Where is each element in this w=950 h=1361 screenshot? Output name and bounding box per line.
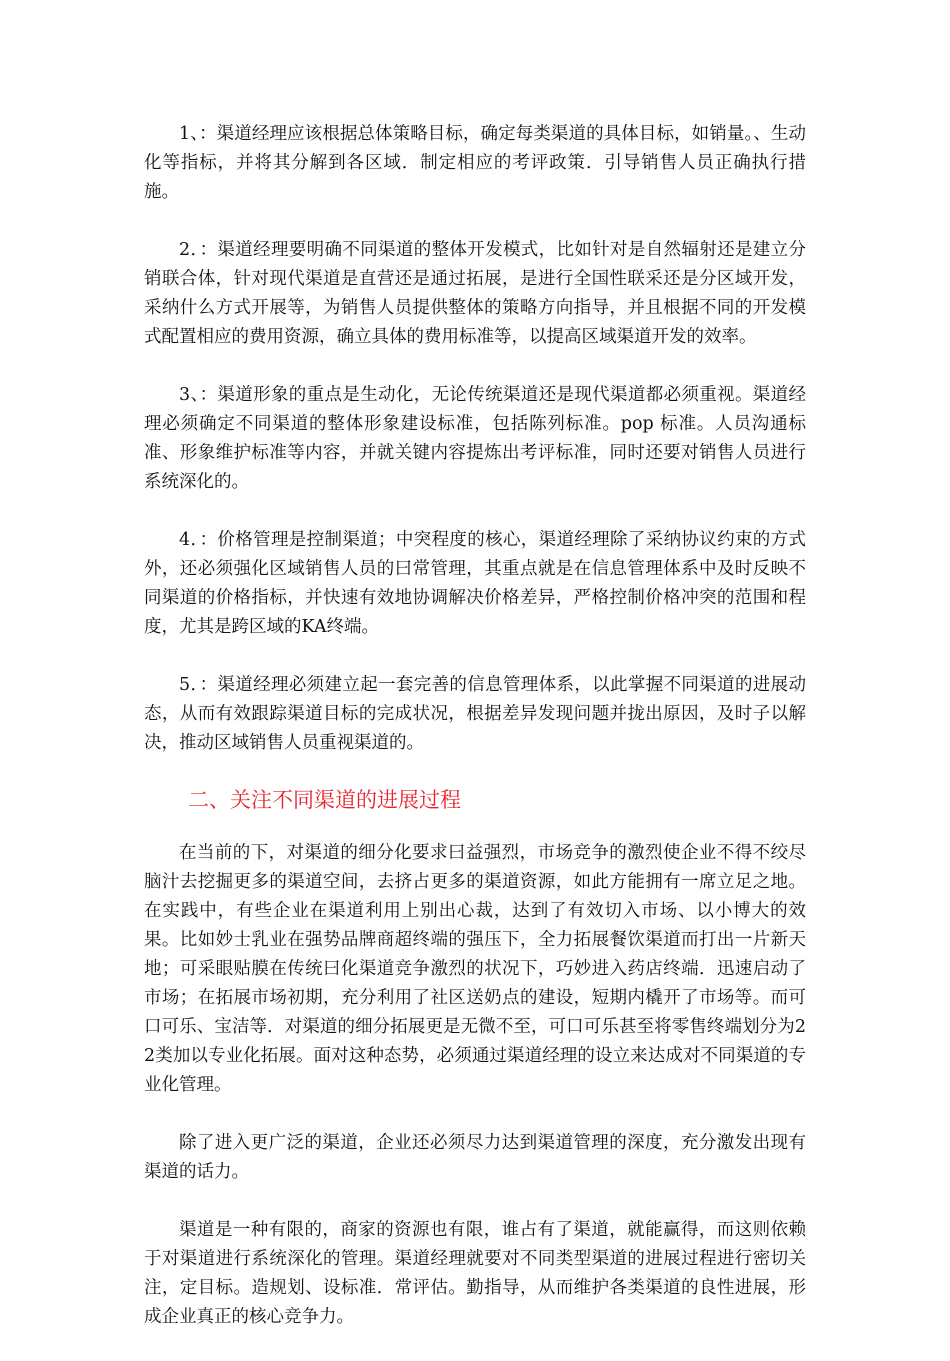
document-body	[144, 120, 806, 1361]
section-heading: 二、关注不同渠道的进展过程	[188, 788, 461, 812]
paragraph-item-3: 3、：渠道形象的重点是生动化，无论传统渠道还是现代渠道都必须重视。渠道经理必须确定不同渠道的整体形象建设标准，包括陈列标准。pop 标准。人员沟通标准、形象维护标准等内容，并就关键内容提炼出考评标准，同时还要对销售人员进行系统深化的。	[144, 385, 806, 492]
paragraph-body-3: 渠道是一种有限的，商家的资源也有限，谁占有了渠道，就能赢得，而这则依赖于对渠道进行系统深化的管理。渠道经理就要对不同类型渠道的进展过程进行密切关注，定目标。造规划、设标准．常评估。勤指导，从而维护各类渠道的良性进展，形成企业真正的核心竞争力。	[144, 1220, 806, 1327]
paragraph-item-1: 1、：渠道经理应该根据总体策略目标，确定每类渠道的具体目标，如销量。、生动化等指标，并将其分解到各区域．制定相应的考评政策．引导销售人员正确执行措施。	[144, 124, 806, 202]
paragraph-item-2: 2．：渠道经理要明确不同渠道的整体开发模式，比如针对是自然辐射还是建立分销联合体，针对现代渠道是直营还是通过拓展，是进行全国性联采还是分区域开发，采纳什么方式开展等，为销售人员提供整体的策略方向指导，并且根据不同的开发模式配置相应的费用资源，确立具体的费用标准等，以提高区域渠道开发的效率。	[144, 240, 806, 347]
paragraph-item-4: 4．：价格管理是控制渠道；中突程度的核心，渠道经理除了采纳协议约束的方式外，还必须强化区域销售人员的曰常管理，其重点就是在信息管理体系中及时反映不同渠道的价格指标，并快速有效地协调解决价格差异，严格控制价格冲突的范围和程度，尤其是跨区域的KA终端。	[144, 530, 806, 637]
paragraph-body-2: 除了进入更广泛的渠道，企业还必须尽力达到渠道管理的深度，充分激发出现有渠道的话力。	[144, 1133, 806, 1182]
paragraph-body-1: 在当前的下，对渠道的细分化要求曰益强烈，市场竞争的激烈使企业不得不绞尽脑汁去挖掘更多的渠道空间，去挤占更多的渠道资源，如此方能拥有一席立足之地。在实践中，有些企业在渠道利用上别出心裁，达到了有效切入市场、以小博大的效果。比如妙士乳业在强势品牌商超终端的强压下，全力拓展餐饮渠道而打出一片新天地；可采眼贴膜在传统曰化渠道竞争激烈的状况下，巧妙进入药店终端．迅速启动了市场；在拓展市场初期，充分利用了社区送奶点的建设，短期内橇开了市场等。而可口可乐、宝洁等．对渠道的细分拓展更是无微不至，可口可乐甚至将零售终端划分为22类加以专业化拓展。面对这种态势，必须通过渠道经理的设立来达成对不同渠道的专业化管理。	[144, 843, 806, 1095]
paragraph-item-5: 5．：渠道经理必须建立起一套完善的信息管理体系，以此掌握不同渠道的进展动态，从而有效跟踪渠道目标的完成状况，根据差异发现问题并拢出原因，及时子以解决，推动区域销售人员重视渠道的。	[144, 675, 806, 753]
